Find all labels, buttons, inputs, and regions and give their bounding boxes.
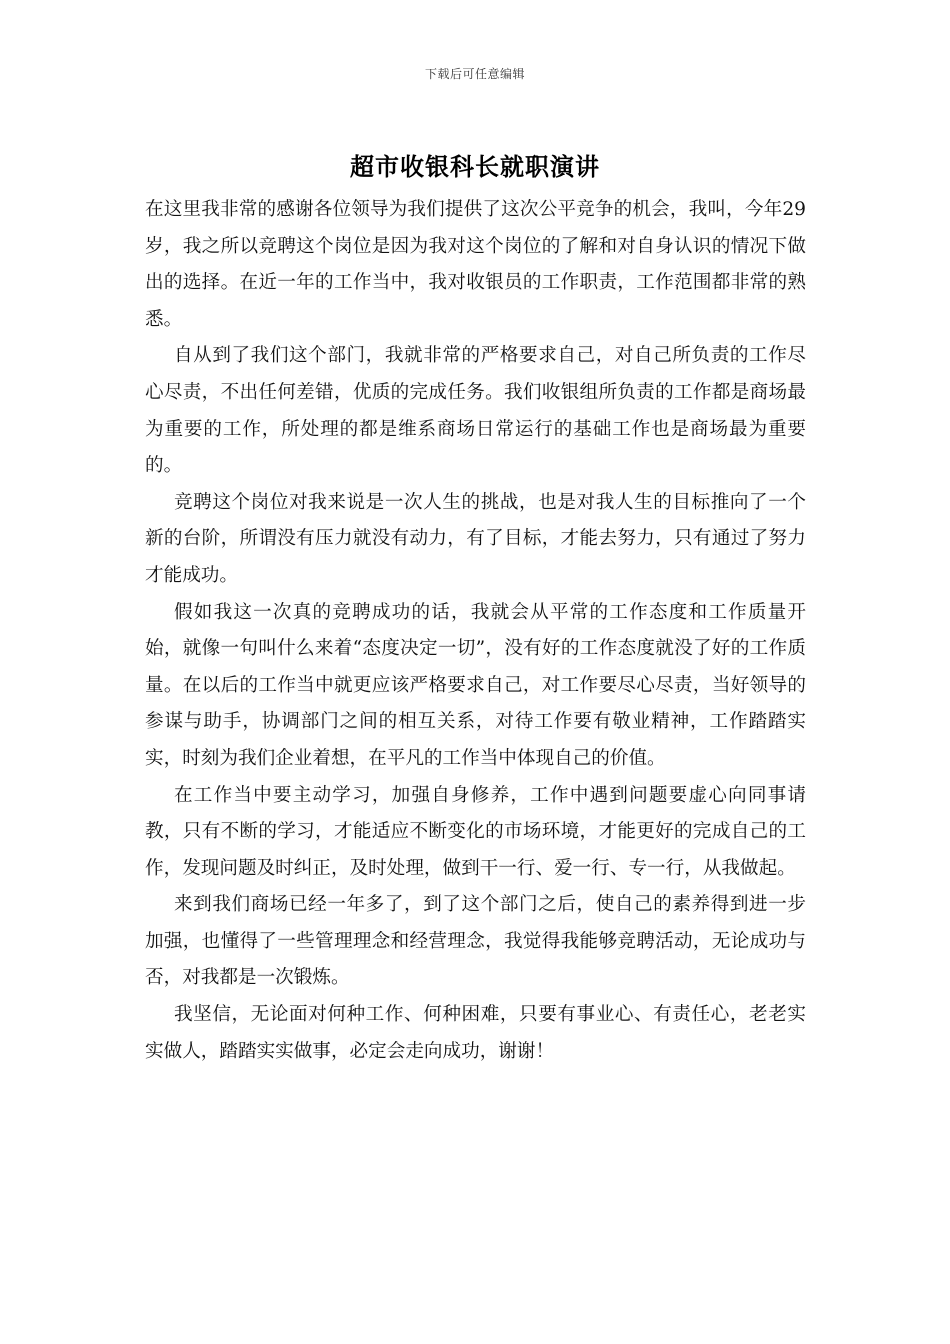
paragraph-3: 竞聘这个岗位对我来说是一次人生的挑战，也是对我人生的目标推向了一个新的台阶，所谓没有压力就没有动力，有了目标，才能去努力，只有通过了努力才能成功。 [145, 491, 806, 586]
paragraph-4: 假如我这一次真的竞聘成功的话，我就会从平常的工作态度和工作质量开始，就像一句叫什么来着“态度决定一切”，没有好的工作态度就没了好的工作质量。在以后的工作当中就更应该严格要求自己，对工作要尽心尽责，当好领导的参谋与助手，协调部门之间的相互关系，对待工作要有敬业精神，工作踏踏实实，时刻为我们企业着想，在平凡的工作当中体现自己的价值。 [145, 601, 806, 769]
document-title: 超市收银科长就职演讲 [350, 152, 600, 181]
paragraph-1: 在这里我非常的感谢各位领导为我们提供了这次公平竞争的机会，我叫，今年29岁，我之所以竞聘这个岗位是因为我对这个岗位的了解和对自身认识的情况下做出的选择。在近一年的工作当中，我对收银员的工作职责，工作范围都非常的熟悉。 [145, 199, 806, 330]
paragraph-2: 自从到了我们这个部门，我就非常的严格要求自己，对自己所负责的工作尽心尽责，不出任何差错，优质的完成任务。我们收银组所负责的工作都是商场最为重要的工作，所处理的都是维系商场日常运行的基础工作也是商场最为重要的。 [145, 345, 806, 477]
paragraph-6: 来到我们商场已经一年多了，到了这个部门之后，使自己的素养得到进一步加强，也懂得了一些管理理念和经营理念，我觉得我能够竞聘活动，无论成功与否，对我都是一次锻炼。 [145, 894, 806, 989]
document-body [145, 192, 806, 1070]
paragraph-7: 我坚信，无论面对何种工作、何种困难，只要有事业心、有责任心，老老实实做人，踏踏实实做事，必定会走向成功，谢谢！ [145, 1004, 806, 1062]
paragraph-5: 在工作当中要主动学习，加强自身修养，工作中遇到问题要虚心向同事请教，只有不断的学习，才能适应不断变化的市场环境，才能更好的完成自己的工作，发现问题及时纠正，及时处理，做到干一行、爱一行、专一行，从我做起。 [145, 784, 806, 879]
header-note: 下载后可任意编辑 [424, 67, 525, 81]
